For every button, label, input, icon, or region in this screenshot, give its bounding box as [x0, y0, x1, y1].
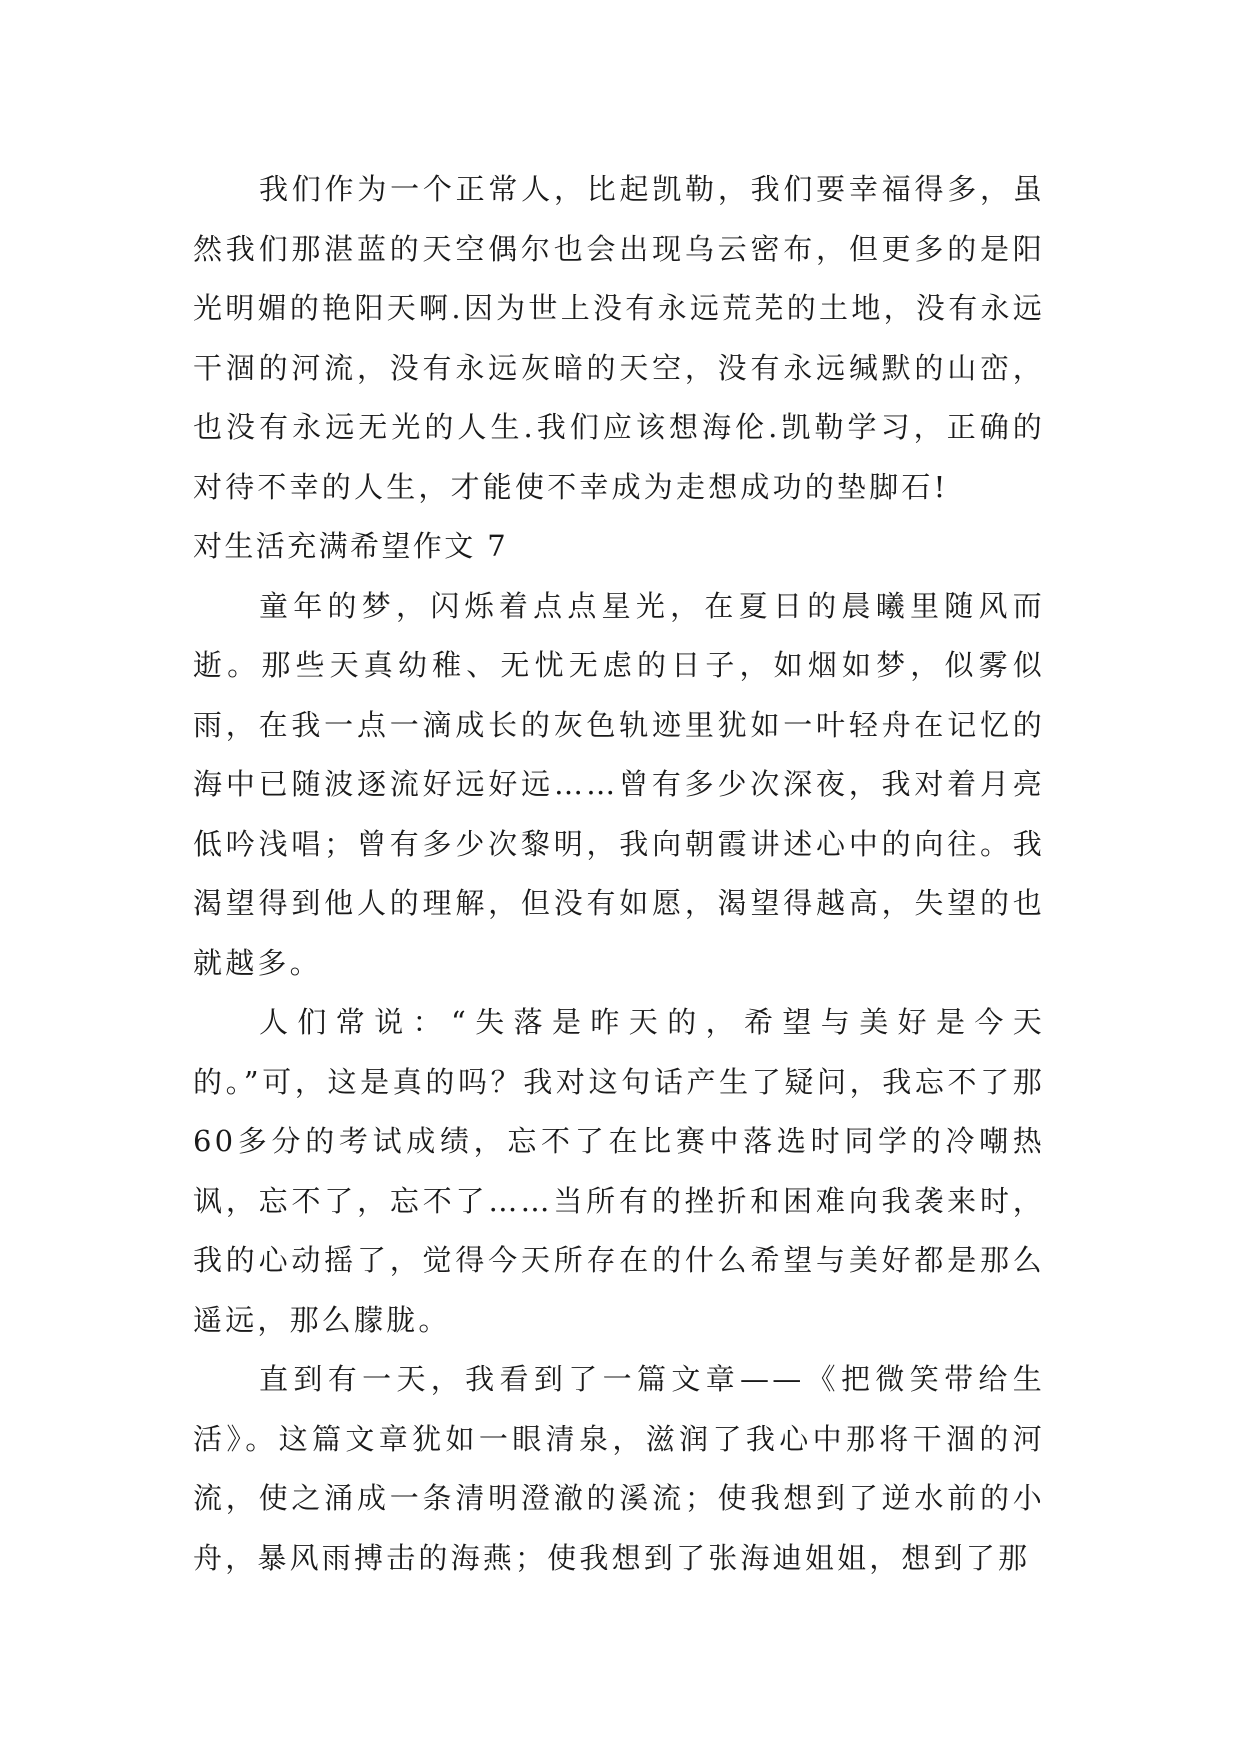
body-paragraph: 人们常说：“失落是昨天的，希望与美好是今天的。”可，这是真的吗？我对这句话产生了疑问，我忘不了那60多分的考试成绩，忘不了在比赛中落选时同学的冷嘲热讽，忘不了，忘不了……当所有的挫折和困难向我袭来时，我的心动摇了，觉得今天所存在的什么希望与美好都是那么遥远，那么朦胧。: [193, 1005, 1045, 1337]
document-page: [193, 160, 1045, 1588]
section-title: 对生活充满希望作文 7: [193, 529, 509, 563]
body-paragraph: 直到有一天，我看到了一篇文章——《把微笑带给生活》。这篇文章犹如一眼清泉，滋润了我心中那将干涸的河流，使之涌成一条清明澄澈的溪流；使我想到了逆水前的小舟，暴风雨搏击的海燕；使我想到了张海迪姐姐，想到了那: [193, 1362, 1045, 1575]
body-paragraph: 我们作为一个正常人，比起凯勒，我们要幸福得多，虽然我们那湛蓝的天空偶尔也会出现乌云密布，但更多的是阳光明媚的艳阳天啊.因为世上没有永远荒芜的土地，没有永远干涸的河流，没有永远灰暗的天空，没有永远缄默的山峦，也没有永远无光的人生.我们应该想海伦.凯勒学习，正确的对待不幸的人生，才能使不幸成为走想成功的垫脚石!: [193, 172, 1045, 504]
body-paragraph: 童年的梦，闪烁着点点星光，在夏日的晨曦里随风而逝。那些天真幼稚、无忧无虑的日子，如烟如梦，似雾似雨，在我一点一滴成长的灰色轨迹里犹如一叶轻舟在记忆的海中已随波逐流好远好远……曾有多少次深夜，我对着月亮低吟浅唱；曾有多少次黎明，我向朝霞讲述心中的向往。我渴望得到他人的理解，但没有如愿，渴望得越高，失望的也就越多。: [193, 588, 1045, 980]
